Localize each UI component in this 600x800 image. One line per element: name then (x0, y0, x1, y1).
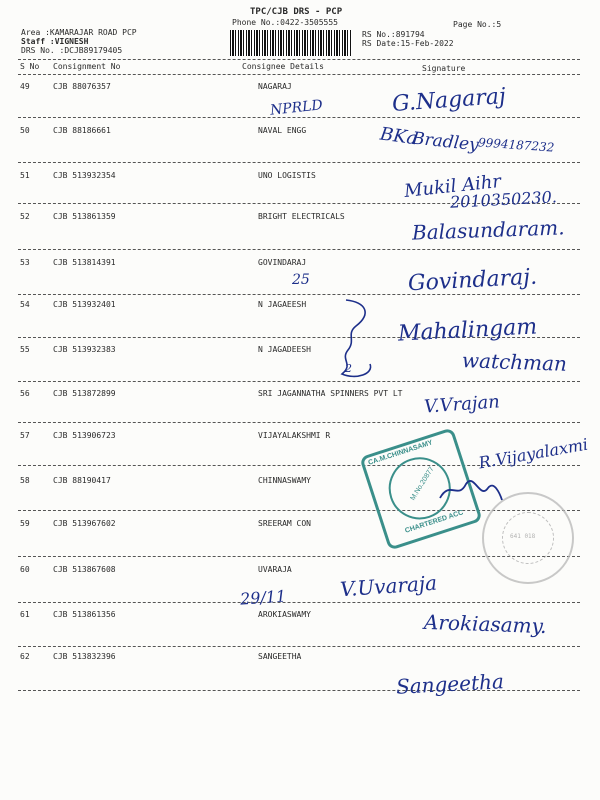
staff-value: VIGNESH (54, 37, 89, 46)
signature-r51: Mukil Aihr (403, 170, 502, 203)
page-number-line (453, 20, 501, 30)
column-header-row (0, 62, 600, 74)
signature-r52: Balasundaram. (411, 215, 565, 245)
phone-number: 0422-3505555 (280, 18, 338, 27)
handwriting-r53-date: 25 (292, 272, 310, 288)
row-consignment-no: CJB 513867608 (53, 565, 116, 574)
handwriting-r50-a: BKa (378, 123, 419, 150)
row-consignment-no: CJB 513861359 (53, 212, 116, 221)
signature-r61: Arokiasamy. (423, 609, 548, 639)
handwriting-r51-number: 2010350230. (449, 187, 558, 212)
row-sno: 56 (20, 389, 30, 398)
phone-label: Phone No.: (232, 18, 281, 27)
handwriting-r60-date: 29/11 (239, 586, 287, 609)
row-consignee-name: BRIGHT ELECTRICALS (258, 212, 345, 221)
row-consignee-name: SANGEETHA (258, 652, 302, 661)
row-consignee-name: UNO LOGISTIS (258, 171, 316, 180)
signature-r55: watchman (461, 348, 568, 376)
row-consignee-name: N JAGAEESH (258, 300, 307, 309)
row-sno: 60 (20, 565, 30, 574)
table-row (0, 389, 600, 409)
row-sno: 54 (20, 300, 30, 309)
signature-r62: Sangeetha (395, 669, 505, 699)
row-consignment-no: CJB 88190417 (53, 476, 111, 485)
handwriting-r50-phone: 9994187232 (477, 135, 555, 155)
column-header-divider (18, 74, 580, 75)
row-sno: 58 (20, 476, 30, 485)
row-sno: 53 (20, 258, 30, 267)
ca-stamp-title: CHARTERED ACC (404, 509, 465, 535)
signature-r53: Govindaraj. (407, 264, 538, 297)
row-consignment-no: CJB 513861356 (53, 610, 116, 619)
row-consignment-no: CJB 88186661 (53, 126, 111, 135)
rs-no-label: RS No.: (362, 30, 396, 39)
signature-r49: G.Nagaraj (391, 84, 507, 117)
signature-r54: Mahalingam (397, 314, 538, 347)
row-divider (18, 422, 580, 423)
row-sno: 50 (20, 126, 30, 135)
rs-date-line (362, 39, 454, 49)
row-consignment-no: CJB 513932354 (53, 171, 116, 180)
row-sno: 57 (20, 431, 30, 440)
ca-stamp-name: CA.M.CHINNASAMY (367, 439, 434, 467)
area-label: Area : (21, 28, 50, 37)
row-consignee-name: GOVINDARAJ (258, 258, 307, 267)
table-row (0, 171, 600, 191)
row-sno: 49 (20, 82, 30, 91)
table-row (0, 476, 600, 496)
row-sno: 51 (20, 171, 30, 180)
row-consignee-name: NAGARAJ (258, 82, 292, 91)
handwriting-r55-mark: 2 (345, 362, 352, 375)
row-divider (18, 381, 580, 382)
signature-r57: R.Vijayalaxmi (477, 434, 590, 473)
row-divider (18, 294, 580, 295)
page-label: Page No.: (453, 20, 497, 29)
round-stamp-text: 641 018 (510, 533, 536, 540)
rs-no-value: 891794 (395, 30, 425, 39)
rs-date-value: 15-Feb-2022 (400, 39, 454, 48)
row-consignment-no: CJB 513967602 (53, 519, 116, 528)
row-sno: 55 (20, 345, 30, 354)
signature-r60: V.Uvaraja (339, 570, 438, 602)
area-value: KAMARAJAR ROAD PCP (49, 28, 137, 37)
page-number: 5 (496, 20, 502, 29)
row-consignee-name: VIJAYALAKSHMI R (258, 431, 331, 440)
barcode-image (230, 30, 352, 56)
row-divider (18, 117, 580, 118)
column-consignment: Consignment No (53, 62, 121, 71)
drs-line (21, 46, 122, 56)
drs-number: DCJB89179405 (64, 46, 123, 55)
bracket-scribble (326, 294, 386, 384)
rs-date-label: RS Date: (362, 39, 401, 48)
column-signature: Signature (422, 64, 466, 73)
row-sno: 59 (20, 519, 30, 528)
header-divider (18, 59, 580, 60)
row-consignment-no: CJB 513932383 (53, 345, 116, 354)
signature-r56: V.Vrajan (423, 391, 501, 418)
row-consignee-name: AROKIASWAMY (258, 610, 311, 619)
row-divider (18, 602, 580, 603)
signature-r58-scribble (436, 470, 506, 510)
handwriting-r49-a: NPRLD (269, 97, 324, 119)
row-consignee-name: CHINNASWAMY (258, 476, 311, 485)
row-consignment-no: CJB 513814391 (53, 258, 116, 267)
staff-label: Staff : (21, 37, 55, 46)
drs-label: DRS No. : (21, 46, 65, 55)
column-consignee: Consignee Details (242, 62, 324, 71)
row-divider (18, 249, 580, 250)
row-sno: 52 (20, 212, 30, 221)
row-consignee-name: SRI JAGANNATHA SPINNERS PVT LT (258, 389, 403, 398)
row-consignment-no: CJB 513906723 (53, 431, 116, 440)
column-sno: S No (20, 62, 40, 71)
ca-stamp-number: M.No.20877 (409, 465, 436, 502)
row-consignee-name: UVARAJA (258, 565, 292, 574)
row-consignee-name: SREERAM CON (258, 519, 311, 528)
row-consignee-name: N JAGADEESH (258, 345, 311, 354)
phone-line (232, 18, 338, 28)
row-consignment-no: CJB 513872899 (53, 389, 116, 398)
row-sno: 61 (20, 610, 30, 619)
row-consignment-no: CJB 88076357 (53, 82, 111, 91)
row-consignment-no: CJB 513832396 (53, 652, 116, 661)
row-divider (18, 646, 580, 647)
row-consignment-no: CJB 513932401 (53, 300, 116, 309)
row-consignee-name: NAVAL ENGG (258, 126, 307, 135)
table-row (0, 652, 600, 672)
row-divider (18, 162, 580, 163)
document-title: TPC/CJB DRS - PCP (250, 7, 343, 17)
signature-r50: Bradley (411, 128, 480, 156)
row-sno: 62 (20, 652, 30, 661)
